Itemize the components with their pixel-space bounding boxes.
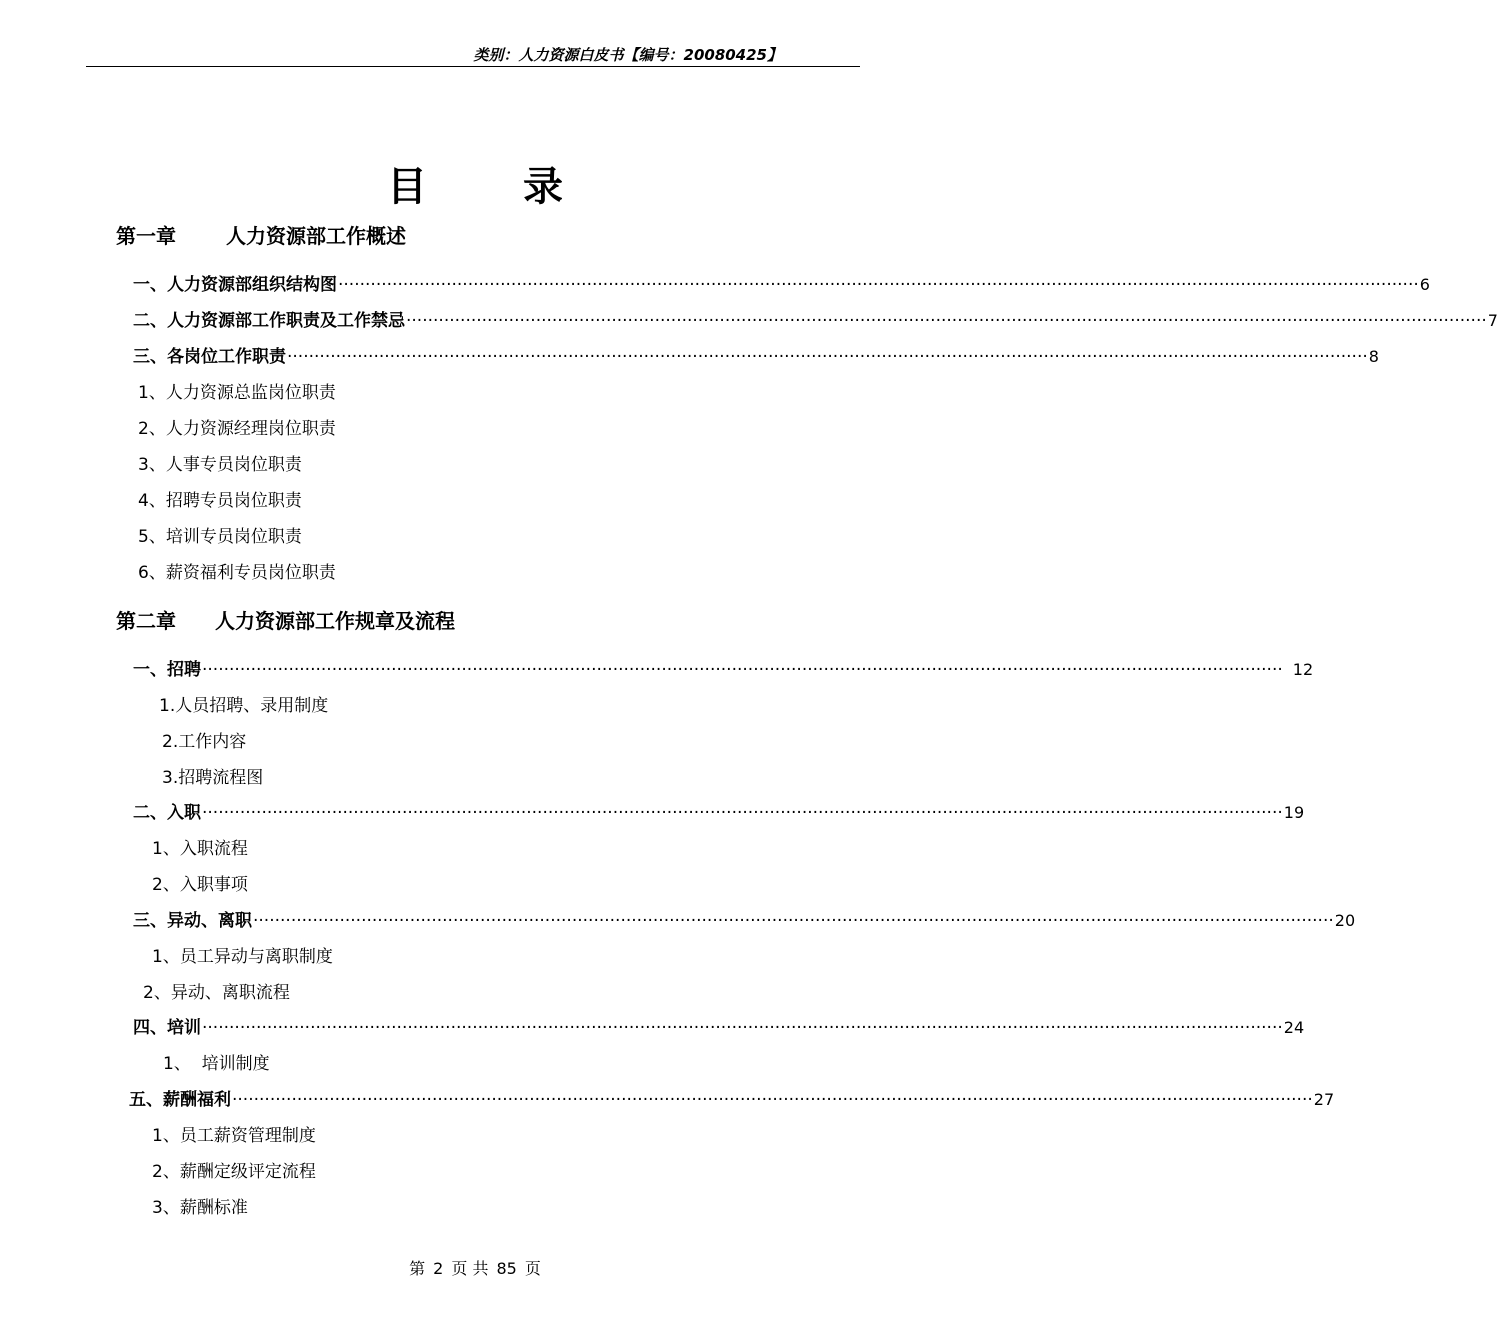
toc-page-number: 12 <box>1292 660 1314 679</box>
leader-dots: ········································································································································································································ <box>406 311 1487 331</box>
leader-dots: ········································································································································································································ <box>287 347 1368 367</box>
leader-dots: ········································································································································································································ <box>253 911 1334 931</box>
toc-subentry-c1s3i3[interactable]: 3、人事专员岗位职责 <box>138 455 302 475</box>
toc-subentry-c1s3i5[interactable]: 5、培训专员岗位职责 <box>138 527 302 547</box>
toc-page-number: 6 <box>1419 275 1430 294</box>
toc-entry-c2s2[interactable] <box>133 801 1305 825</box>
toc-entry-c2s1[interactable] <box>133 658 1314 682</box>
toc-entry-label: 四、培训 <box>133 1018 201 1038</box>
toc-entry-label: 五、薪酬福利 <box>129 1090 231 1110</box>
toc-entry-c1s2[interactable] <box>133 309 1498 333</box>
toc-subentry-c2s3i1[interactable]: 1、员工异动与离职制度 <box>152 947 333 967</box>
header-rule <box>86 66 860 67</box>
page-title: 目录 <box>387 164 659 210</box>
toc-page-number: 8 <box>1368 347 1379 366</box>
toc-entry-label: 一、招聘 <box>133 660 201 680</box>
toc-entry-c2s5[interactable] <box>129 1088 1335 1112</box>
leader-dots: ········································································································································································································ <box>338 275 1419 295</box>
toc-subentry-c2s2i1[interactable]: 1、入职流程 <box>152 839 248 859</box>
toc-entry-label: 三、各岗位工作职责 <box>133 347 286 367</box>
toc-page-number: 19 <box>1283 803 1305 822</box>
chapter-1-number: 第一章 <box>116 224 176 248</box>
footer-prefix: 第 <box>409 1259 426 1278</box>
footer-total-pages: 85 <box>496 1259 517 1278</box>
toc-page-number: 7 <box>1487 311 1498 330</box>
toc-page-number: 24 <box>1283 1018 1305 1037</box>
footer-current-page: 2 <box>433 1259 444 1278</box>
footer-middle: 页 共 <box>451 1259 489 1278</box>
toc-subentry-c2s1i2[interactable]: 2.工作内容 <box>162 732 247 752</box>
toc-subentry-c2s3i2[interactable]: 2、异动、离职流程 <box>143 983 290 1003</box>
toc-entry-c1s1[interactable] <box>133 273 1430 297</box>
chapter-2-heading[interactable] <box>116 607 455 635</box>
leader-dots: ········································································································································································································ <box>202 1018 1283 1038</box>
toc-subentry-c2s2i2[interactable]: 2、入职事项 <box>152 875 248 895</box>
toc-subentry-c2s5i1[interactable]: 1、员工薪资管理制度 <box>152 1126 316 1146</box>
toc-subentry-c2s1i3[interactable]: 3.招聘流程图 <box>162 768 264 788</box>
toc-page-number: 27 <box>1313 1090 1335 1109</box>
leader-dots: ········································································································································································································ <box>232 1090 1313 1110</box>
toc-entry-c2s3[interactable] <box>133 909 1356 933</box>
toc-entry-label: 二、人力资源部工作职责及工作禁忌 <box>133 311 405 331</box>
toc-subentry-c1s3i2[interactable]: 2、人力资源经理岗位职责 <box>138 419 336 439</box>
toc-entry-label: 一、人力资源部组织结构图 <box>133 275 337 295</box>
toc-subentry-c2s5i3[interactable]: 3、薪酬标准 <box>152 1198 248 1218</box>
running-header: 类别：人力资源白皮书【编号：20080425】 <box>473 46 782 64</box>
toc-entry-label: 二、入职 <box>133 803 201 823</box>
chapter-1-heading[interactable] <box>116 222 406 250</box>
chapter-2-title: 人力资源部工作规章及流程 <box>215 609 455 633</box>
toc-subentry-c2s5i2[interactable]: 2、薪酬定级评定流程 <box>152 1162 316 1182</box>
leader-dots: ········································································································································································································ <box>202 803 1283 823</box>
toc-subentry-c1s3i6[interactable]: 6、薪资福利专员岗位职责 <box>138 563 336 583</box>
toc-subentry-c1s3i4[interactable]: 4、招聘专员岗位职责 <box>138 491 302 511</box>
chapter-2-number: 第二章 <box>116 609 176 633</box>
toc-entry-c1s3[interactable] <box>133 345 1379 369</box>
page-footer <box>0 1258 950 1280</box>
chapter-1-title: 人力资源部工作概述 <box>226 224 406 248</box>
leader-dots: ········································································································································································································ <box>202 660 1283 680</box>
toc-entry-c2s4[interactable] <box>133 1016 1305 1040</box>
footer-suffix: 页 <box>524 1259 541 1278</box>
toc-subentry-c2s1i1[interactable]: 1.人员招聘、录用制度 <box>159 696 329 716</box>
toc-entry-label: 三、异动、离职 <box>133 911 252 931</box>
toc-page-number: 20 <box>1334 911 1356 930</box>
toc-subentry-c2s4i1[interactable]: 1、 培训制度 <box>163 1054 270 1074</box>
toc-subentry-c1s3i1[interactable]: 1、人力资源总监岗位职责 <box>138 383 336 403</box>
